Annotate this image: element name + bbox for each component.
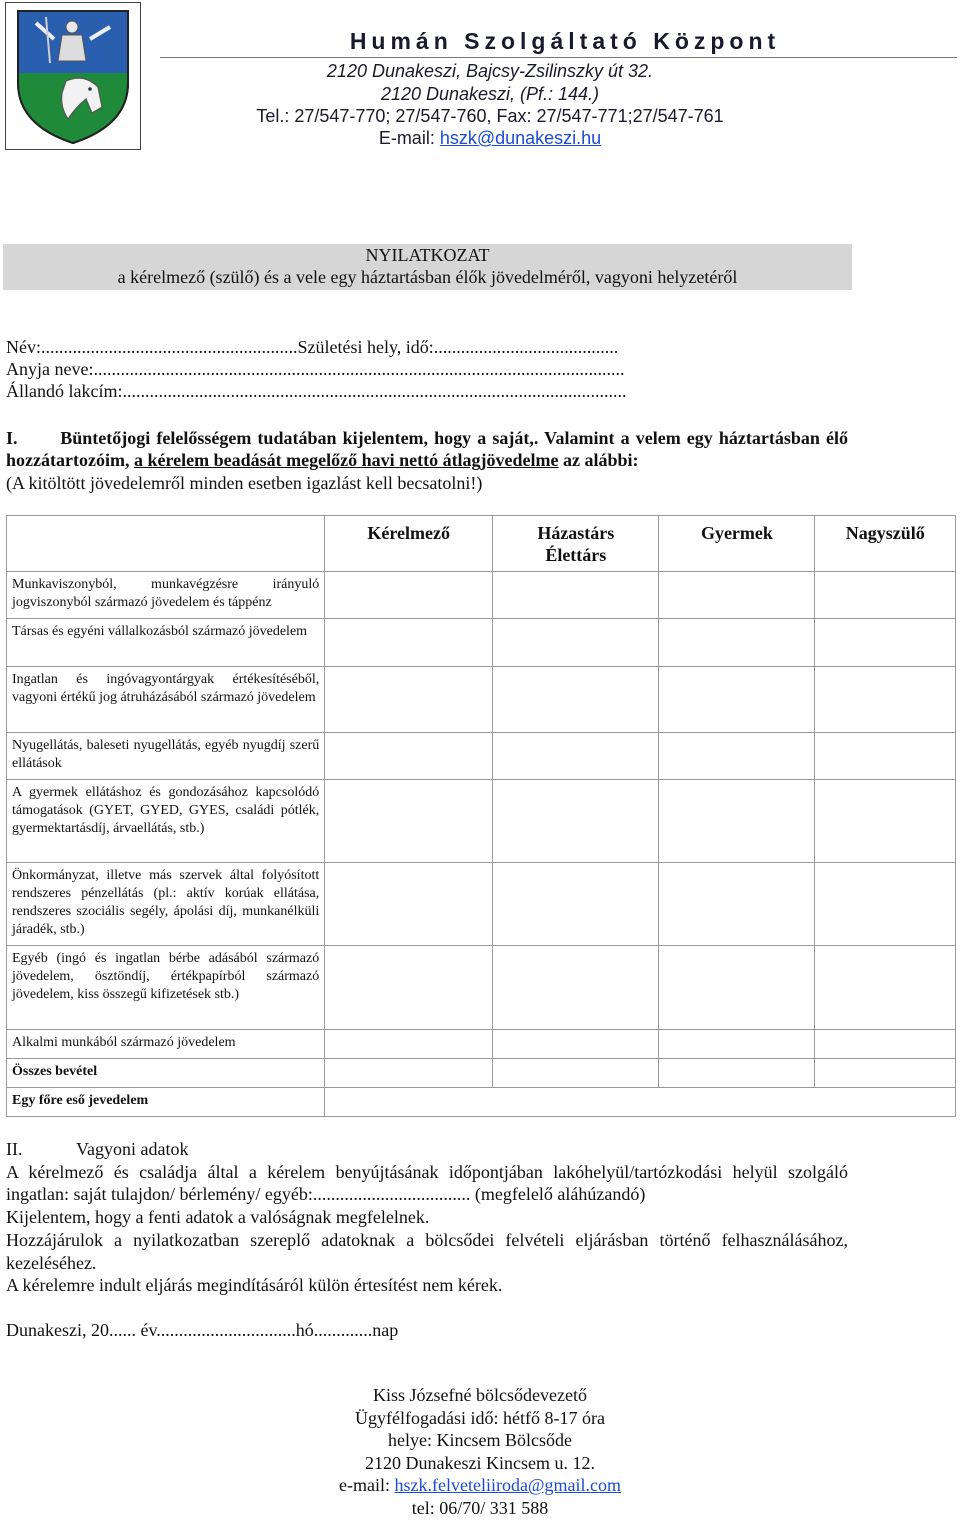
table-cell[interactable]	[325, 1030, 493, 1059]
section-1-text-a: Büntetőjogi felelősségem tudatában kijelentem, hogy a saját,. Valamint a velem egy háztartásban élő hozzátartozóim,	[6, 428, 848, 470]
table-cell[interactable]	[659, 667, 815, 733]
table-cell[interactable]	[325, 733, 493, 780]
footer-phone: tel: 06/70/ 331 588	[411, 1497, 549, 1518]
footer-office-hours: Ügyfélfogadási idő: hétfő 8-17 óra	[355, 1407, 605, 1428]
table-row	[7, 780, 956, 863]
table-cell[interactable]	[493, 1030, 659, 1059]
table-cell[interactable]	[659, 1059, 815, 1088]
email-label: E-mail:	[378, 128, 440, 148]
section-2-number: II.	[6, 1139, 23, 1159]
address-line-2: 2120 Dunakeszi, (Pf.: 144.)	[380, 84, 600, 104]
table-row	[7, 1030, 956, 1059]
footer-address: 2120 Dunakeszi Kincsem u. 12.	[365, 1452, 595, 1473]
table-row	[7, 863, 956, 946]
table-cell[interactable]	[815, 863, 956, 946]
section-1-underlined: a kérelem beadását megelőző havi nettó átlagjövedelme	[133, 450, 559, 470]
spouse-label: Házastárs Élettárs	[537, 523, 615, 565]
phone-fax-line: Tel.: 27/547-770; 27/547-760, Fax: 27/547-771;27/547-761	[256, 106, 724, 126]
table-cell-merged[interactable]	[325, 1088, 956, 1117]
table-row	[7, 946, 956, 1030]
table-cell[interactable]	[493, 572, 659, 619]
truth-declaration: Kijelentem, hogy a fenti adatok a valóságnak megfelelnek.	[6, 1207, 430, 1228]
table-cell[interactable]	[815, 780, 956, 863]
table-cell[interactable]	[659, 1030, 815, 1059]
table-cell[interactable]	[493, 733, 659, 780]
property-statement: A kérelmező és családja által a kérelem benyújtásának időpontjában lakóhelyül/tartózkodási helyül szolgáló ingatlan: saját tulajdon/ bérlemény/ egyéb:................................... (megfelelő aláhúzandó)	[6, 1161, 848, 1205]
row-label: Társas és egyéni vállalkozásból származó jövedelem	[7, 619, 325, 667]
table-cell[interactable]	[493, 619, 659, 667]
permanent-address-field: Állandó lakcím:................................................................................................................	[6, 381, 627, 401]
table-header-child: Gyermek	[659, 516, 815, 572]
section-1-text-b: az alábbi:	[558, 450, 639, 470]
no-notification-statement: A kérelemre indult eljárás megindításáról külön értesítést nem kérek.	[6, 1275, 503, 1296]
footer-location: helye: Kincsem Bölcsőde	[388, 1430, 572, 1451]
row-label: Egyéb (ingó és ingatlan bérbe adásából származó jövedelem, ösztöndíj, értékpapírból származó jövedelem, kiss összegű kifizetések stb.)	[7, 946, 325, 1030]
table-row	[7, 733, 956, 780]
address-line-1: 2120 Dunakeszi, Bajcsy-Zsilinszky út 32.	[326, 61, 654, 81]
table-cell[interactable]	[659, 863, 815, 946]
table-cell[interactable]	[325, 619, 493, 667]
table-cell[interactable]	[493, 863, 659, 946]
footer-email-line	[280, 1474, 680, 1497]
row-label: Alkalmi munkából származó jövedelem	[7, 1030, 325, 1059]
coat-of-arms-icon	[5, 2, 141, 150]
section-1-statement	[6, 427, 848, 471]
table-cell[interactable]	[325, 1059, 493, 1088]
section-2-heading	[6, 1138, 848, 1161]
table-cell[interactable]	[325, 780, 493, 863]
section-2-title: Vagyoni adatok	[76, 1139, 189, 1159]
table-cell[interactable]	[493, 946, 659, 1030]
row-label: Ingatlan és ingóvagyontárgyak értékesítéséből, vagyoni értékű jog átruházásából származó jövedelem	[7, 667, 325, 733]
email-line	[160, 128, 820, 149]
row-label-per-capita-income: Egy főre eső jevedelem	[7, 1088, 325, 1117]
table-cell[interactable]	[325, 667, 493, 733]
email-link[interactable]: hszk@dunakeszi.hu	[439, 128, 602, 148]
table-cell[interactable]	[659, 619, 815, 667]
table-row	[7, 572, 956, 619]
row-label-total-income: Összes bevétel	[7, 1059, 325, 1088]
table-cell[interactable]	[815, 1059, 956, 1088]
document-subtitle: a kérelmező (szülő) és a vele egy háztartásban élők jövedelméről, vagyoni helyzetéről	[117, 267, 738, 287]
table-cell[interactable]	[815, 1030, 956, 1059]
table-cell[interactable]	[815, 946, 956, 1030]
table-cell[interactable]	[659, 572, 815, 619]
table-cell[interactable]	[815, 572, 956, 619]
table-cell[interactable]	[493, 1059, 659, 1088]
table-cell[interactable]	[493, 780, 659, 863]
table-header-spouse	[493, 516, 659, 572]
income-table	[6, 515, 956, 1117]
section-1-number: I.	[6, 428, 18, 448]
mother-name-field: Anyja neve:......................................................................................................................	[6, 359, 625, 379]
table-cell[interactable]	[659, 780, 815, 863]
table-row	[7, 619, 956, 667]
table-header-empty	[7, 516, 325, 572]
document-title: NYILATKOZAT	[365, 245, 490, 265]
consent-statement: Hozzájárulok a nyilatkozatban szereplő adatoknak a bölcsődei felvételi eljárásban történő felhasználásához, kezeléséhez.	[6, 1229, 848, 1273]
header-divider	[160, 57, 957, 58]
table-row	[7, 667, 956, 733]
table-row-per-capita	[7, 1088, 956, 1117]
table-cell[interactable]	[325, 863, 493, 946]
table-cell[interactable]	[815, 733, 956, 780]
name-birth-field: Név:.........................................................Születési hely, idő:.........................................	[6, 337, 619, 357]
row-label: Önkormányzat, illetve más szervek által folyósított rendszeres pénzellátás (pl.: aktív korúak ellátása, rendszeres szociális segély, ápolási díj, munkanélküli járadék, stb.)	[7, 863, 325, 946]
document-title-box	[3, 244, 852, 290]
row-label: Nyugellátás, baleseti nyugellátás, egyéb nyugdíj szerű ellátások	[7, 733, 325, 780]
footer-email-label: e-mail:	[339, 1475, 395, 1496]
table-header-row	[7, 516, 956, 572]
table-row-total	[7, 1059, 956, 1088]
row-label: Munkaviszonyból, munkavégzésre irányuló jogviszonyból származó jövedelem és táppénz	[7, 572, 325, 619]
table-cell[interactable]	[659, 946, 815, 1030]
footer-email-link[interactable]: hszk.felveteliiroda@gmail.com	[394, 1475, 621, 1496]
section-1-note: (A kitöltött jövedelemről minden esetben igazlást kell becsatolni!)	[6, 473, 483, 493]
date-line: Dunakeszi, 20...... év...............................hó.............nap	[6, 1319, 399, 1340]
table-cell[interactable]	[325, 946, 493, 1030]
organization-name: Humán Szolgáltató Központ	[349, 28, 781, 54]
table-cell[interactable]	[815, 667, 956, 733]
contact-footer	[280, 1384, 680, 1520]
row-label: A gyermek ellátáshoz és gondozásához kapcsolódó támogatások (GYET, GYED, GYES, családi pótlék, gyermektartásdíj, árvaellátás, stb.)	[7, 780, 325, 863]
table-cell[interactable]	[659, 733, 815, 780]
table-cell[interactable]	[493, 667, 659, 733]
table-header-applicant: Kérelmező	[325, 516, 493, 572]
table-header-grandparent: Nagyszülő	[815, 516, 956, 572]
section-2	[6, 1138, 848, 1342]
table-cell[interactable]	[815, 619, 956, 667]
footer-manager: Kiss Józsefné bölcsődevezető	[373, 1385, 587, 1405]
table-cell[interactable]	[325, 572, 493, 619]
